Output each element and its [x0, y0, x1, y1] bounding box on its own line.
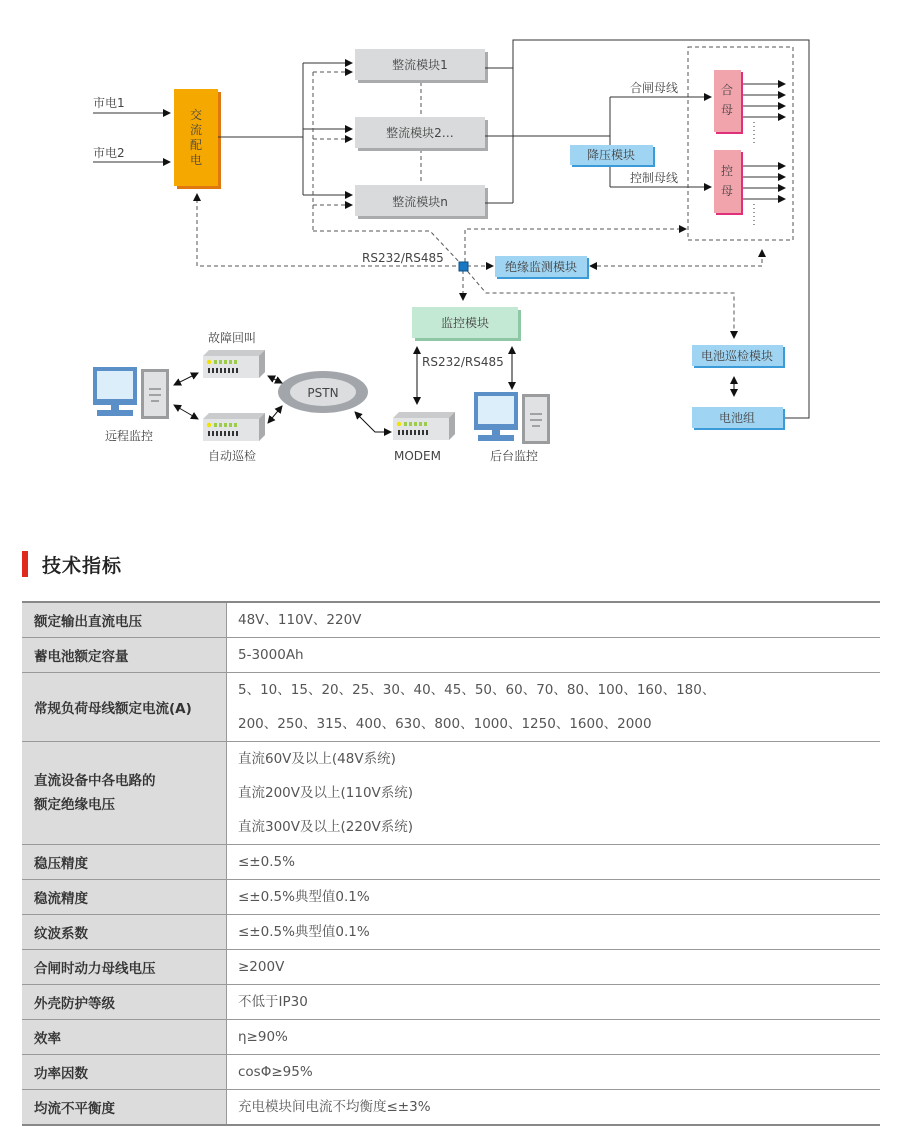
spec-value-line: 5-3000Ah — [238, 647, 304, 663]
rectifier-module-n — [355, 185, 488, 219]
spec-value — [227, 602, 881, 638]
auto-inspection-device — [203, 413, 265, 441]
step-down-module — [570, 145, 655, 167]
spec-row — [22, 1020, 880, 1055]
modem-device — [393, 412, 455, 440]
svg-text:母: 母 — [720, 103, 734, 117]
spec-value — [227, 915, 881, 950]
battery-inspection-module — [692, 345, 785, 368]
svg-text:母: 母 — [720, 184, 734, 198]
spec-value — [227, 638, 881, 673]
spec-value — [227, 742, 881, 845]
spec-value-line: 直流60V及以上(48V系统) — [238, 751, 396, 767]
spec-value-line: η≥90% — [238, 1029, 288, 1045]
fault-callback-label: 故障回叫 — [208, 331, 257, 345]
insulation-monitor-module — [495, 256, 589, 279]
spec-name: 稳流精度 — [22, 880, 227, 915]
svg-text:整流模块n: 整流模块n — [392, 195, 448, 209]
fault-callback-device — [203, 350, 265, 378]
remote-monitor-computer — [93, 367, 169, 419]
spec-name: 均流不平衡度 — [22, 1090, 227, 1126]
spec-row — [22, 1055, 880, 1090]
spec-value — [227, 950, 881, 985]
control-dashed-lines — [197, 47, 793, 338]
spec-row — [22, 880, 880, 915]
spec-value-line: ≤±0.5% — [238, 854, 295, 870]
spec-name: 蓄电池额定容量 — [22, 638, 227, 673]
spec-name: 额定输出直流电压 — [22, 602, 227, 638]
spec-name: 纹波系数 — [22, 915, 227, 950]
spec-row — [22, 1090, 880, 1126]
modem-label: MODEM — [394, 449, 441, 463]
svg-text:整流模块2…: 整流模块2… — [386, 126, 454, 140]
backend-monitor-label: 后台监控 — [490, 449, 539, 463]
svg-text:电池巡检模块: 电池巡检模块 — [700, 349, 774, 363]
svg-text:电: 电 — [189, 153, 203, 167]
backend-monitor-computer — [474, 392, 550, 444]
spec-row — [22, 602, 880, 638]
battery-group — [692, 407, 785, 430]
ac-distribution-box — [174, 89, 221, 189]
spec-value-line: 48V、110V、220V — [238, 612, 362, 628]
closing-bus-box — [714, 70, 743, 134]
rectifier-module-2 — [355, 117, 488, 151]
spec-value-line: 5、10、15、20、25、30、40、45、50、60、70、80、100、160、180、 — [238, 682, 716, 698]
spec-value-line: ≥200V — [238, 959, 285, 975]
monitor-module — [412, 307, 521, 341]
spec-value — [227, 1020, 881, 1055]
spec-row — [22, 950, 880, 985]
pstn-cloud — [278, 371, 368, 413]
spec-value-line: 不低于IP30 — [238, 994, 308, 1010]
svg-text:流: 流 — [189, 123, 203, 137]
spec-value — [227, 1090, 881, 1126]
spec-value — [227, 985, 881, 1020]
svg-text:PSTN: PSTN — [307, 386, 339, 400]
control-bus-box — [714, 150, 743, 215]
spec-value-line: ≤±0.5%典型值0.1% — [238, 889, 370, 905]
spec-name-line: 直流设备中各电路的 — [34, 773, 156, 789]
svg-text:合: 合 — [720, 83, 734, 97]
spec-value-line: 直流200V及以上(110V系统) — [238, 785, 414, 801]
spec-value-line: 直流300V及以上(220V系统) — [238, 819, 414, 835]
system-diagram — [0, 0, 900, 480]
svg-text:配: 配 — [189, 138, 203, 152]
spec-value — [227, 1055, 881, 1090]
auto-inspection-label: 自动巡检 — [208, 449, 257, 463]
spec-name: 合闸时动力母线电压 — [22, 950, 227, 985]
rs-label-top: RS232/RS485 — [362, 251, 444, 265]
spec-name: 常规负荷母线额定电流(A) — [22, 673, 227, 742]
spec-value-line: 充电模块间电流不均衡度≤±3% — [238, 1099, 431, 1115]
remote-monitor-label: 远程监控 — [105, 429, 154, 443]
spec-table — [22, 601, 880, 1126]
spec-row — [22, 673, 880, 742]
junction-node — [459, 262, 468, 271]
spec-value — [227, 673, 881, 742]
mains1-label: 市电1 — [93, 96, 125, 110]
svg-text:监控模块: 监控模块 — [440, 316, 490, 330]
spec-value — [227, 845, 881, 880]
spec-name: 效率 — [22, 1020, 227, 1055]
spec-value-line: 200、250、315、400、630、800、1000、1250、1600、2000 — [238, 716, 652, 732]
mains2-label: 市电2 — [93, 146, 125, 160]
spec-row — [22, 638, 880, 673]
spec-row — [22, 985, 880, 1020]
svg-text:控: 控 — [720, 164, 734, 178]
ac-feed-lines — [218, 63, 352, 195]
svg-text:电池组: 电池组 — [718, 411, 756, 425]
svg-text:交: 交 — [189, 108, 203, 122]
section-heading — [22, 551, 122, 577]
heading-accent-bar — [22, 551, 28, 577]
spec-name-line: 额定绝缘电压 — [34, 797, 115, 813]
spec-value-line: ≤±0.5%典型值0.1% — [238, 924, 370, 940]
rs-label-bottom: RS232/RS485 — [422, 355, 504, 369]
svg-text:绝缘监测模块: 绝缘监测模块 — [504, 260, 578, 274]
spec-value — [227, 880, 881, 915]
closing-bus-label: 合闸母线 — [630, 81, 679, 95]
spec-row — [22, 742, 880, 845]
rectifier-module-1 — [355, 49, 488, 83]
control-bus-label: 控制母线 — [630, 171, 679, 185]
spec-row — [22, 915, 880, 950]
spec-name: 稳压精度 — [22, 845, 227, 880]
svg-text:整流模块1: 整流模块1 — [392, 58, 448, 72]
svg-text:降压模块: 降压模块 — [586, 148, 636, 162]
spec-value-line: cosΦ≥95% — [238, 1064, 313, 1080]
section-title: 技术指标 — [42, 554, 123, 577]
spec-name — [22, 742, 227, 845]
spec-row — [22, 845, 880, 880]
spec-name: 外壳防护等级 — [22, 985, 227, 1020]
spec-name: 功率因数 — [22, 1055, 227, 1090]
